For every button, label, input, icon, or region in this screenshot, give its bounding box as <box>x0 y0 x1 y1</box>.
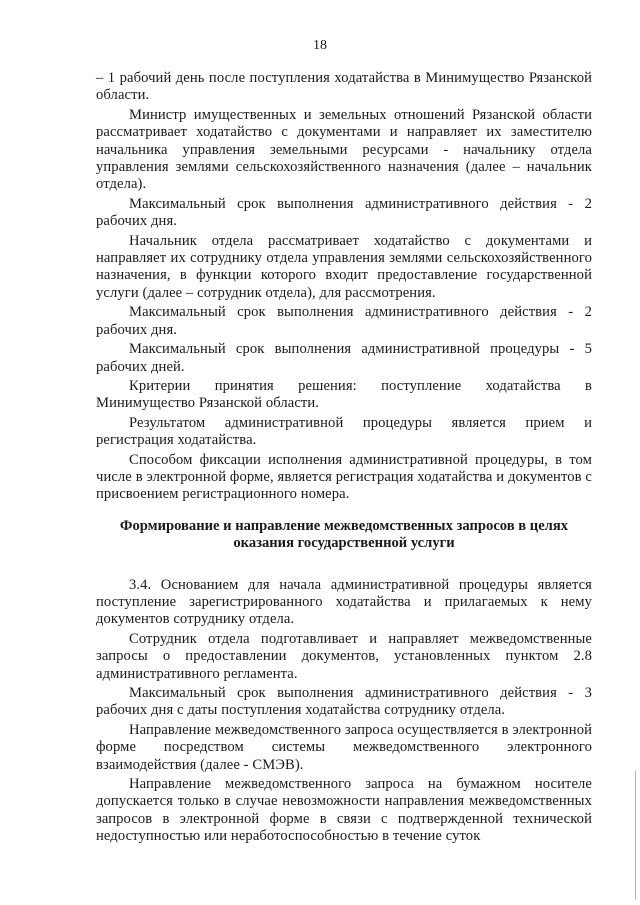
section-heading: Формирование и направление межведомственных запросов в целях оказания государственной услуги <box>119 517 569 552</box>
paragraph: – 1 рабочий день после поступления ходатайства в Минимущество Рязанской области. <box>96 70 592 104</box>
paragraph: Сотрудник отдела подготавливает и направляет межведомственные запросы о предоставлении документов, установленных пунктом 2.8 административного регламента. <box>96 630 592 682</box>
paragraph: Максимальный срок выполнения административного действия - 2 рабочих дня. <box>96 195 592 230</box>
paragraph: Способом фиксации исполнения административной процедуры, в том числе в электронной форме, является регистрация ходатайства и документов с присвоением регистрационного номера. <box>96 451 592 503</box>
paragraph: 3.4. Основанием для начала административной процедуры является поступление зарегистрированного ходатайства и прилагаемых к нему документов сотруднику отдела. <box>96 576 592 628</box>
paragraph: Министр имущественных и земельных отношений Рязанской области рассматривает ходатайство с документами и направляет их заместителю начальника управления земельными ресурсами - начальнику отдела управления землями сельскохозяйственного назначения (далее – начальник отдела). <box>96 106 592 193</box>
document-body <box>96 70 592 848</box>
page-number: 18 <box>313 38 327 53</box>
paragraph: Максимальный срок выполнения административного действия - 2 рабочих дня. <box>96 304 592 338</box>
paragraph: Результатом административной процедуры является прием и регистрация ходатайства. <box>96 414 592 449</box>
paragraph: Максимальный срок выполнения административной процедуры - 5 рабочих дней. <box>96 341 592 375</box>
paragraph: Направление межведомственного запроса на бумажном носителе допускается только в случае невозможности направления межведомственных запросов в электронной форме в связи с подтвержденной технической недоступностью или неработоспособностью в течение суток <box>96 776 592 845</box>
scan-edge-mark <box>635 770 636 900</box>
paragraph: Начальник отдела рассматривает ходатайство с документами и направляет их сотруднику отдела управления землями сельскохозяйственного назначения, в функции которого входит предоставление государственной услуги (далее – сотрудник отдела), для рассмотрения. <box>96 232 592 301</box>
section-gap <box>96 553 592 577</box>
paragraph: Критерии принятия решения: поступление ходатайства в Минимущество Рязанской области. <box>96 377 592 412</box>
paragraph: Максимальный срок выполнения административного действия - 3 рабочих дня с даты поступления ходатайства сотруднику отдела. <box>96 685 592 719</box>
paragraph: Направление межведомственного запроса осуществляется в электронной форме посредством системы межведомственного электронного взаимодействия (далее - СМЭВ). <box>96 721 592 773</box>
section-gap <box>96 506 592 518</box>
